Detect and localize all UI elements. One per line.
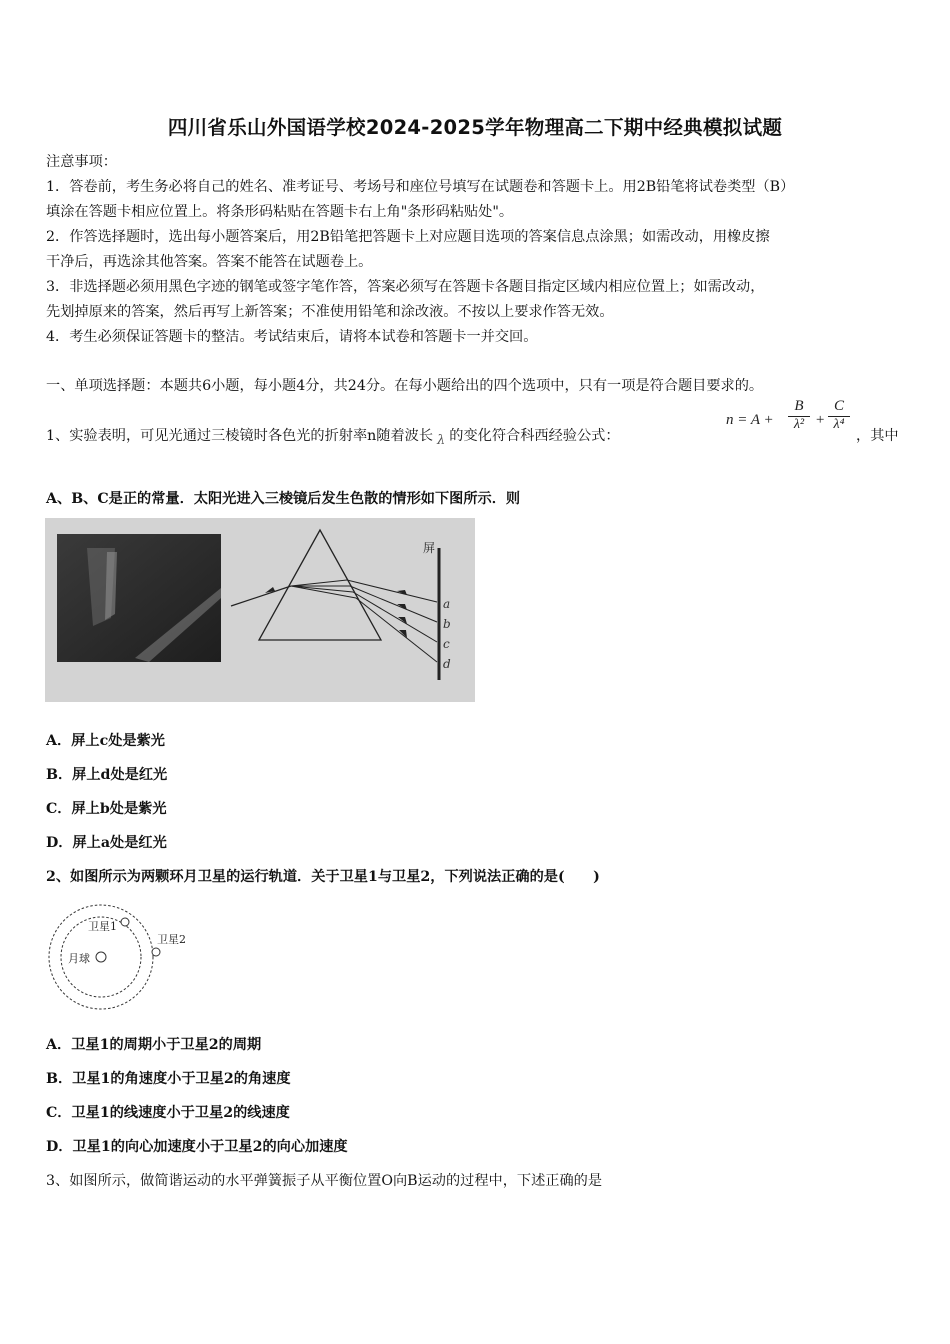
- label-d: d: [443, 657, 451, 671]
- q2-option-a: A．卫星1的周期小于卫星2的周期: [46, 1037, 262, 1053]
- q2-option-b: B．卫星1的角速度小于卫星2的角速度: [46, 1071, 291, 1087]
- satellite-1-icon: [121, 918, 129, 926]
- page-title: 四川省乐山外国语学校2024-2025学年物理高二下期中经典模拟试题: [167, 116, 783, 139]
- q1-option-c: C．屏上b处是紫光: [46, 801, 167, 817]
- q1-stem-part-c: ，其中: [856, 428, 899, 444]
- q1-option-a: A．屏上c处是紫光: [46, 733, 165, 749]
- formula-numerator-c: C: [833, 398, 844, 414]
- prism-dispersion-figure: [45, 518, 475, 702]
- q3-stem: 3、如图所示，做简谐运动的水平弹簧振子从平衡位置O向B运动的过程中，下述正确的是: [46, 1173, 603, 1189]
- prism-diagram: [45, 518, 475, 702]
- q1-stem-part-b: 的变化符合科西经验公式：: [449, 428, 620, 444]
- satellite-2-icon: [152, 948, 160, 956]
- q1-option-b: B．屏上d处是红光: [46, 767, 168, 783]
- notice-line: 干净后，再选涂其他答案。答案不能答在试题卷上。: [46, 254, 373, 270]
- dispersion-photo: [57, 534, 221, 662]
- formula-numerator-b: B: [794, 398, 804, 414]
- notice-line: 2．作答选择题时，选出每小题答案后，用2B铅笔把答题卡上对应题目选项的答案信息点涂黑；如需改动，用橡皮擦: [46, 229, 770, 245]
- cauchy-formula: [726, 398, 854, 448]
- notice-line: 填涂在答题卡相应位置上。将条形码粘贴在答题卡右上角"条形码粘贴处"。: [46, 204, 514, 220]
- moon-label: 月球: [68, 952, 90, 965]
- orbit-diagram: [44, 902, 204, 1016]
- label-b: b: [443, 617, 451, 631]
- q1-option-d: D．屏上a处是红光: [46, 835, 167, 851]
- notice-line: 4．考生必须保证答题卡的整洁。考试结束后，请将本试卷和答题卡一并交回。: [46, 329, 538, 345]
- formula-fraction-b: [788, 398, 810, 433]
- formula-plus: +: [815, 412, 826, 428]
- lambda-symbol: λ: [437, 433, 446, 448]
- label-a: a: [443, 597, 451, 611]
- q2-option-c: C．卫星1的线速度小于卫星2的线速度: [46, 1105, 290, 1121]
- notice-line: 1．答卷前，考生务必将自己的姓名、准考证号、考场号和座位号填写在试题卷和答题卡上。用2B铅笔将试卷类型（B）: [46, 179, 795, 195]
- notice-line: 先划掉原来的答案，然后再写上新答案；不准使用铅笔和涂改液。不按以上要求作答无效。: [46, 304, 614, 320]
- formula-lhs: n = A +: [726, 412, 774, 428]
- section-heading: 一、单项选择题：本题共6小题，每小题4分，共24分。在每小题给出的四个选项中，只有一项是符合题目要求的。: [46, 378, 764, 394]
- q2-option-d: D．卫星1的向心加速度小于卫星2的向心加速度: [46, 1139, 348, 1155]
- label-c: c: [443, 637, 450, 651]
- q2-stem: 2、如图所示为两颗环月卫星的运行轨道．关于卫星1与卫星2，下列说法正确的是( ): [46, 869, 600, 885]
- formula-denominator-lambda2: λ²: [793, 417, 805, 432]
- satellite-1-label: 卫星1: [88, 920, 117, 933]
- screen-label: 屏: [423, 541, 436, 555]
- formula-denominator-lambda4: λ⁴: [833, 417, 845, 432]
- satellite-orbit-figure: [44, 902, 204, 1016]
- notice-heading: 注意事项：: [46, 154, 117, 170]
- satellite-2-label: 卫星2: [157, 933, 186, 946]
- formula-fraction-c: [828, 398, 850, 433]
- q1-stem: [46, 426, 620, 447]
- notice-line: 3．非选择题必须用黑色字迹的钢笔或签字笔作答，答案必须写在答题卡各题目指定区域内相应位置上；如需改动，: [46, 279, 765, 295]
- moon-icon: [96, 952, 106, 962]
- q1-stem-2: A、B、C是正的常量．太阳光进入三棱镜后发生色散的情形如下图所示．则: [46, 491, 521, 507]
- q1-stem-part-a: 1、实验表明，可见光通过三棱镜时各色光的折射率n随着波长: [46, 428, 434, 444]
